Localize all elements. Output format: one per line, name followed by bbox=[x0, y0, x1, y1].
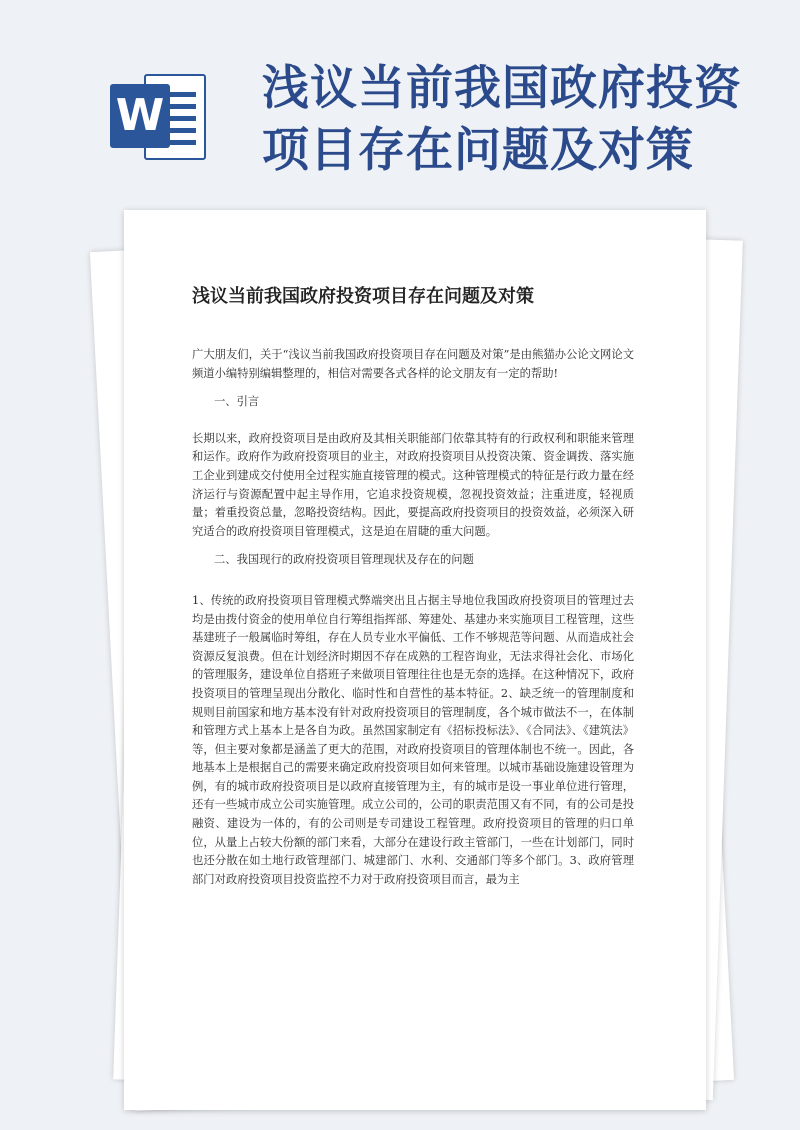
section1-paragraph: 长期以来，政府投资项目是由政府及其相关职能部门依靠其特有的行政权利和职能来管理和运作。政府作为政府投资项目的业主，对政府投资项目从投资决策、资金调拨、落实施工企业到建成交付使用全过程实施直接管理的模式。这种管理模式的特征是行政力量在经济运行与资源配置中起主导作用，它追求投资规模，忽视投资效益；注重进度，轻视质量；着重投资总量，忽略投资结构。因此，要提高政府投资项目的投资效益，必须深入研究适合的政府投资项目管理模式，这是迫在眉睫的重大问题。 bbox=[192, 431, 634, 538]
document-title: 浅议当前我国政府投资项目存在问题及对策 bbox=[192, 286, 534, 307]
document-body bbox=[192, 346, 634, 893]
banner-title-line2: 项目存在问题及对策 bbox=[262, 123, 694, 178]
header-banner bbox=[0, 0, 800, 200]
word-document-icon bbox=[110, 74, 210, 160]
section1-heading: 一、引言 bbox=[214, 395, 260, 409]
document-page bbox=[124, 210, 706, 1110]
section2-paragraph: 1、传统的政府投资项目管理模式弊端突出且占据主导地位我国政府投资项目的管理过去均是由拨付资金的使用单位自行筹组指挥部、筹建处、基建办来实施项目工程管理，这些基建班子一般属临时筹组，存在人员专业水平偏低、工作不够规范等问题、从而造成社会资源反复浪费。但在计划经济时期因不存在成熟的工程咨询业，无法求得社会化、市场化的管理服务，建设单位自搭班子来做项目管理往往也是无奈的选择。在这种情况下，政府投资项目的管理呈现出分散化、临时性和自营性的基本特征。2、缺乏统一的管理制度和规则目前国家和地方基本没有针对政府投资项目的管理制度，各个城市做法不一，在体制和管理方式上基本上是各自为政。虽然国家制定有《招标投标法》、《合同法》、《建筑法》等，但主要对象都是涵盖了更大的范围，对政府投资项目的管理体制也不统一。因此，各地基本上是根据自己的需要来确定政府投资项目如何来管理。以城市基础设施建设管理为例，有的城市政府投资项目是以政府直接管理为主，有的城市是设一事业单位进行管理，还有一些城市成立公司实施管理。成立公司的，公司的职责范围又有不同，有的公司是投融资、建设为一体的，有的公司则是专司建设工程管理。政府投资项目的管理的归口单位，从量上占较大份额的部门来看，大部分在建设行政主管部门，一些在计划部门，同时也还分散在如土地行政管理部门、城建部门、水利、交通部门等多个部门。3、政府管理部门对政府投资项目投资监控不力对于政府投资项目而言，最为主 bbox=[192, 593, 634, 886]
banner-title bbox=[262, 58, 782, 182]
word-w-badge: W bbox=[110, 84, 170, 148]
banner-title-line1: 浅议当前我国政府投资 bbox=[262, 61, 742, 116]
intro-paragraph: 广大朋友们，关于“浅议当前我国政府投资项目存在问题及对策”是由熊猫办公论文网论文频道小编特别编辑整理的，相信对需要各式各样的论文朋友有一定的帮助! bbox=[192, 348, 634, 380]
section2-heading: 二、我国现行的政府投资项目管理现状及存在的问题 bbox=[214, 553, 474, 567]
